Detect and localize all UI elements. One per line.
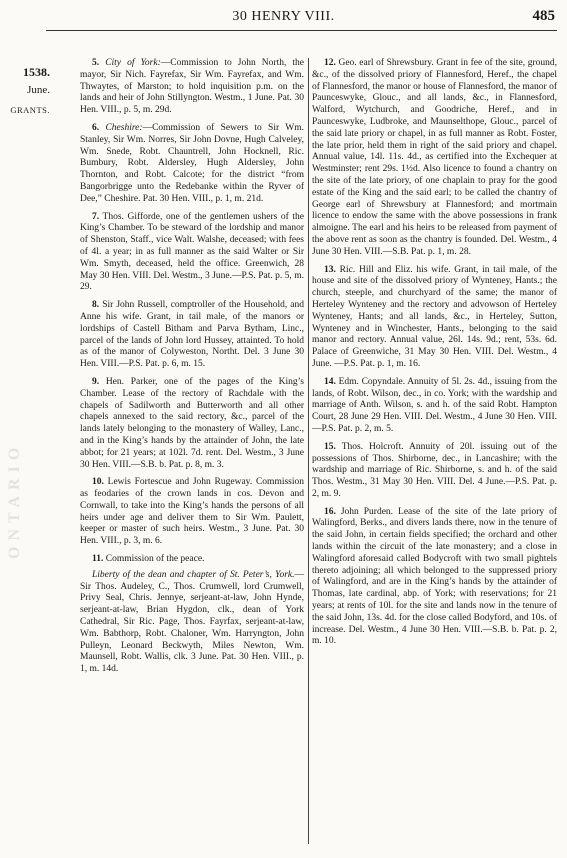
entry-number: 6.	[92, 122, 100, 133]
entry-text: Sir John Russell, comptroller of the Household, and Anne his wife. Grant, in tail male, of the manors or lordships of Castell Bitham and Parva Bytham, Linc., parcel of the lands of John lord Hussey, attainted. To hold as of the manor of Colyweston, Northt. Del. 3 June 30 Hen. VIII.—P.S. Pat. p. 6, m. 15.	[80, 300, 305, 370]
entry-sub	[80, 570, 304, 676]
entry-number: 16.	[324, 506, 336, 517]
entry	[80, 212, 304, 295]
entry-heading: Liberty of the dean and chapter of St. Peter’s, York.	[92, 569, 295, 580]
entry-number: 13.	[324, 264, 336, 275]
running-header	[0, 8, 567, 30]
entry	[312, 58, 557, 259]
margin-year: 1538.	[23, 65, 50, 79]
header-rule	[46, 30, 557, 31]
left-column	[80, 58, 304, 844]
page-number: 485	[532, 8, 555, 24]
entry-number: 9.	[92, 376, 100, 387]
entry	[80, 477, 304, 548]
entry-text: Edm. Copyndale. Annuity of 5l. 2s. 4d., issuing from the lands, of Robt. Wilson, dec., in co. York; with the wardship and marriage of Anth. Wilson, s. and h. of the said Robt. Hampton Court, 28 June 29 Hen. VIII. Del. Westm., 4 June 30 Hen. VIII.—P.S. Pat. p. 2, m. 5.	[312, 376, 558, 434]
entry-number: 15.	[324, 441, 336, 452]
entry-number: 12.	[324, 58, 336, 68]
entry-number: 11.	[92, 554, 104, 565]
entry-text: Ric. Hill and Eliz. his wife. Grant, in tail male, of the house and site of the dissolved priory of Wynteney, Hants.; the church, steeple, and churchyard of the same; the manor of Herteley Wynteney and the rectory and advowson of Herteley Wynteney, Hants; and all lands, &c., in Herteley, Sutton, Wynteney and in Winchester, Hants., belonging to the said manor and rectory. Annual value, 26l. 14s. 9d.; rent, 53s. 6d. Palace of Greenwiche, 31 May 30 Hen. VIII. Del. Westm., 4 June. —P.S. Pat. p. 1, m. 16.	[312, 264, 557, 369]
entry-number: 14.	[324, 376, 336, 387]
entry	[312, 442, 557, 501]
entry	[312, 265, 557, 371]
entry-text: Thos. Gifforde, one of the gentlemen ushers of the King’s Chamber. To be steward of the lordship and manor of Shenston, Staff., vice Walt. Walshe, deceased; with fees of 4l. a year; in as full manner as the said Walter or Sir Wm. Smyth, deceased, held the office. Greenwich, 28 May 30 Hen. VIII. Del. Westm., 3 June.—P.S. Pat. p. 5, m. 29.	[80, 211, 304, 293]
right-column	[312, 58, 557, 844]
entry	[80, 377, 304, 471]
library-watermark: ONTARIO	[6, 441, 23, 559]
entry-text: Hen. Parker, one of the pages of the King’s Chamber. Lease of the rectory of Rachdale with the chapels of Sadilworth and Butterworth and all other chapels annexed to the said rectory, &c., parcel of the lands lately belonging to the monastery of Walley, Lanc., and in the King’s hands by the attainder of John, the late abbot; for 21 years; at 102l. 7d. rent. Del. Westm., 3 June 30 Hen. VIII.—S.B. b. Pat. p. 8, m. 3.	[80, 376, 304, 470]
entry-text: Commission of the peace.	[105, 554, 205, 565]
entry-number: 10.	[92, 477, 104, 488]
entry	[312, 377, 557, 436]
entry-text: —Commission of Sewers to Sir Wm. Stanley, Sir Wm. Norres, Sir John Dovne, Hugh Calveley, Wm. Snede, Robt. Chauntrell, John Hocknell, Ric. Bumbury, Robt. Aldersley, Hugh Aldersley, John Thornton, and Robt. Calcote; for the district “from Bangorbrigge unto the Redebanke within the Ryver of Dee,” Cheshire. Pat. 30 Hen. VIII., p. 1, m. 21d.	[80, 122, 304, 204]
margin-month: June.	[27, 84, 50, 96]
entry-text: —Sir Thos. Audeley, C., Thos. Crumwell, lord Crumwell, Privy Seal, Chris. Jennye, serjeant-at-law, John Hynde, serjeant-at-law, Brian Hygdon, clk., dean of York Cathedral, Sir Ric. Page, Thos. Fayrfax, serjeant-at-law, Wm. Babthorp, Robt. Chaloner, Wm. Harryngton, John Pulleyn, Leonard Beckwyth, Miles Newton, Wm. Maunsell, Robt. Wallis, clk. 3 June. Pat. 30 Hen. VIII., p. 1, m. 14d.	[80, 569, 304, 675]
entry-number: 8.	[92, 300, 100, 311]
entry-number: 7.	[92, 211, 100, 222]
entry	[80, 300, 304, 371]
entry-text: Thos. Holcroft. Annuity of 20l. issuing out of the possessions of Thos. Shirborne, dec., in Lancashire; with the wardship and marriage of Ric. Shirborne, s. and h. of the said Thos. Westm., 31 May 30 Hen. VIII. Del. 4 June.—P.S. Pat. p. 2, m. 9.	[312, 441, 557, 499]
entry	[80, 554, 304, 566]
entry-text: Geo. earl of Shrewsbury. Grant in fee of the site, ground, &c., of the dissolved priory of Flannesford, Heref., the chapel of Flannesford, the manor or house of Flannesford, the manor of Paunceswyke, Glouc., and all lands, &c., in Flannesford, Walford, Wytchurch, and Goodriche, Heref., and in Paunceswyke, Ludbroke, and Maunselthope, Glouc., parcel of the said late priory or chapel, in as full manner as Robt. Foster, the late prior, held them in right of the said priory and chapel. Annual value, 14l. 11s. 4d., as certified into the Exchequer at Westminster; rent 29s. 1½d. Also licence to found a chantry on the site of the late priory, of one chaplain to pray for the good estate of the King and the said earl; to be called the chantry of George earl of Shrewsbury at Flannesford; and mortmain licence to endow the same with the above possessions in frank almoigne. The earl and his heirs to be released from payment of the above rent as soon as the chantry is founded. Del. Westm., 4 June 30 Hen. VIII.—S.B. Pat. p. 1, m. 28.	[312, 58, 557, 257]
entry	[80, 58, 304, 117]
entry-heading: City of York:	[105, 58, 161, 68]
entry-heading: Cheshire:	[105, 122, 143, 133]
entry-text: John Purden. Lease of the site of the late priory of Walingford, Berks., and divers lands there, now in the tenure of the said John, in certain fields specified; the orchard and other lands within the circuit of the late monastery; and a close in Walingford aforesaid called Bodycroft with two small pightels thereto adjoining; all which belonged to the suppressed priory of Walingford, and are in the King’s hands by the attainder of Thomas, late cardinal, abp. of York; with reservations; for 21 years; at rents of 10l. for the site and lands now in the tenure of the said John, 13s. 4d. for the close called Bodyford, and 10s. of increase. Del. Westm., 4 June 30 Hen. VIII.—S.B. b. Pat. p. 2, m. 10.	[312, 506, 557, 647]
entry-text: Lewis Fortescue and John Rugeway. Commission as feodaries of the crown lands in cos. Devon and Cornwall, to take into the King’s hands the persons of all heirs under age and deliver them to Sir Wm. Paulett, keeper or master of such heirs. Westm., 3 June. Pat. 30 Hen. VIII., p. 3, m. 6.	[80, 477, 304, 547]
column-divider	[308, 58, 309, 844]
entry	[312, 507, 557, 649]
header-title: 30 HENRY VIII.	[232, 9, 335, 24]
entry	[80, 123, 304, 206]
margin-section: GRANTS.	[10, 105, 50, 115]
entry-text: —Commission to John North, the mayor, Sir Nich. Fayrefax, Sir Wm. Fayrefax, and Wm. Thwaytes, of Marston; to hold inquisition p.m. on the lands and heir of John Stillyngton. Westm., 1 June. Pat. 30 Hen. VIII., p. 5, m. 29d.	[80, 58, 304, 116]
entry-number: 5.	[92, 58, 100, 68]
